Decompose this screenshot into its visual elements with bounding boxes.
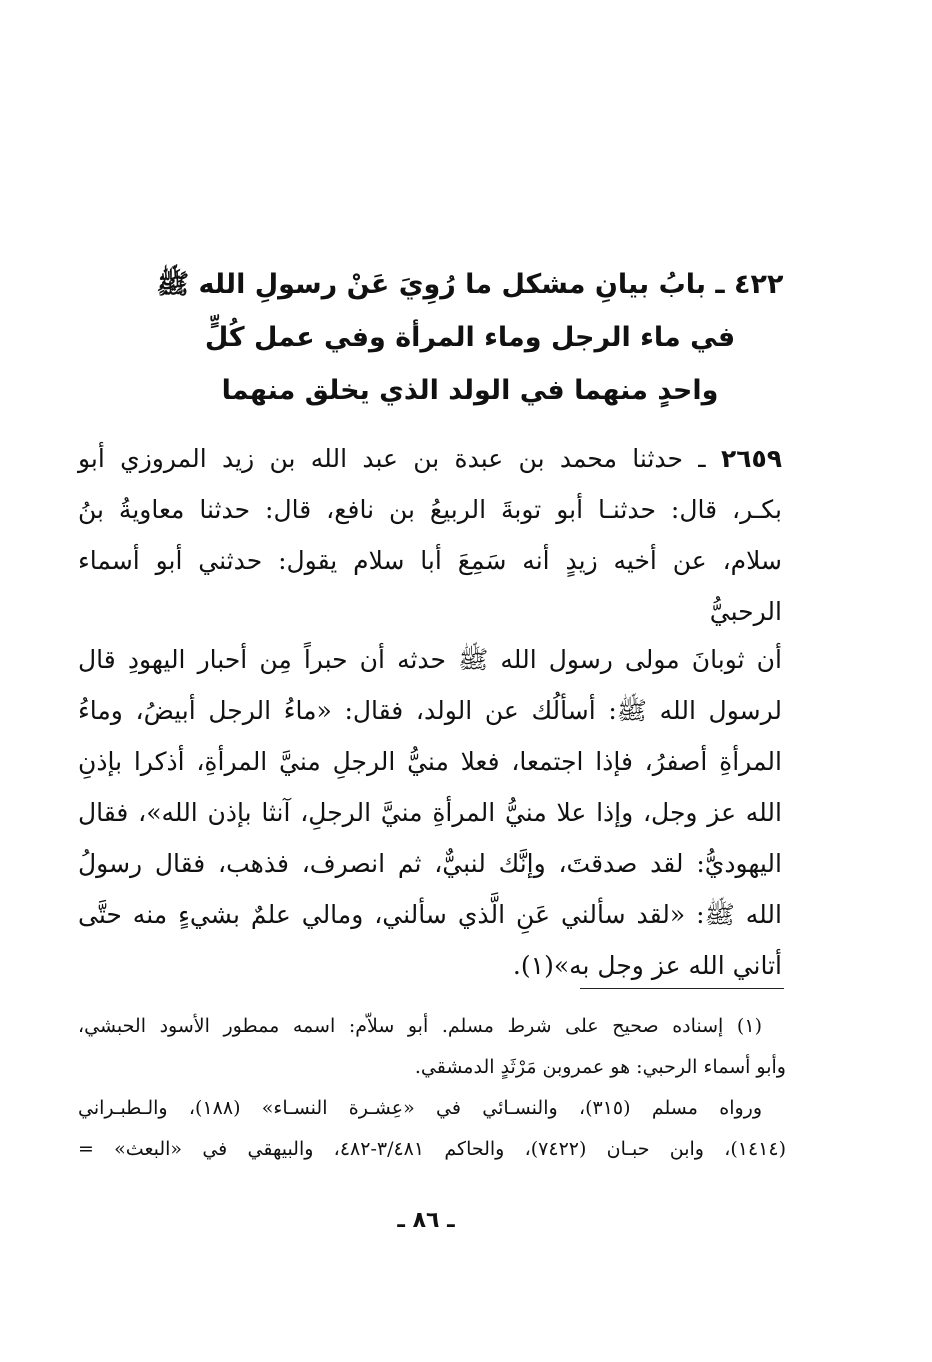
footnote-separator (580, 988, 784, 989)
chapter-title-line: واحدٍ منهما في الولد الذي يخلق منهما (221, 375, 719, 406)
isnad-line (78, 433, 782, 484)
hadith-number: ٢٦٥٩ (720, 444, 782, 473)
footnote-line: (١٤١٤)، وابن حبـان (٧٤٢٢)، والحاكم ٣/٤٨١-٤٨٢، والبيهقي في «البعث» = (78, 1138, 786, 1160)
isnad-line: سلام، عن أخيه زيدٍ أنه سَمِعَ أبا سلام يقول: حدثني أبو أسماء (78, 546, 782, 575)
matn-line: الله عز وجل، وإذا علا منيُّ المرأةِ منيَّ الرجلِ، آنثا بإذن الله»، فقال (78, 798, 782, 827)
footnote-line: (١) إسناده صحيح على شرط مسلم. أبو سلاّم: اسمه ممطور الأسود الحبشي، (78, 1015, 762, 1037)
matn-line: الله ﷺ: «لقد سألني عَنِ الَّذي سألني، ومالي علمٌ بشيءٍ منه حتَّى (78, 900, 782, 929)
matn-line: اليهوديُّ: لقد صدقتَ، وإنَّك لنبيٌّ، ثم انصرف، فذهب، فقال رسولُ (78, 849, 782, 878)
matn-line: أن ثوبانَ مولى رسول الله ﷺ حدثه أن حبراً مِن أحبار اليهودِ قال (78, 645, 782, 674)
matn-line: أتاني الله عز وجل به»(١). (512, 951, 782, 980)
hadith-matn (78, 634, 782, 991)
page-number: ـ ٨٦ ـ (397, 1208, 455, 1233)
isnad-line: بكـر، قال: حدثنـا أبو توبةَ الربيعُ بن نافع، قال: حدثنا معاويةُ بنُ (78, 495, 782, 524)
chapter-title-line: في ماء الرجل وماء المرأة وفي عمل كُلٍّ (204, 322, 736, 353)
matn-line: لرسول الله ﷺ: أسألُك عن الولد، فقال: «ماءُ الرجل أبيضُ، وماءُ (78, 696, 782, 725)
isnad-line: الرحبيُّ (709, 597, 782, 626)
footnotes (78, 1006, 786, 1170)
footnote-line: وأبو أسماء الرحبي: هو عمروبن مَرْثَدٍ الدمشقي. (414, 1056, 786, 1078)
chapter-title (120, 258, 820, 417)
hadith-isnad (78, 433, 782, 637)
chapter-title-line: ٤٢٢ ـ بابُ بيانِ مشكل ما رُوِيَ عَنْ رسولِ الله ﷺ (156, 269, 784, 300)
matn-line: المرأةِ أصفرُ، فإذا اجتمعا، فعلا منيُّ الرجلِ منيَّ المرأةِ، أذكرا بإذنِ (78, 747, 782, 776)
isnad-text: ـ حدثنا محمد بن عبدة بن عبد الله بن زيد المروزي أبو (78, 444, 706, 473)
footnote-line: ورواه مسلم (٣١٥)، والنسـائي في «عِشـرة النسـاء» (١٨٨)، والـطبـراني (78, 1097, 763, 1119)
